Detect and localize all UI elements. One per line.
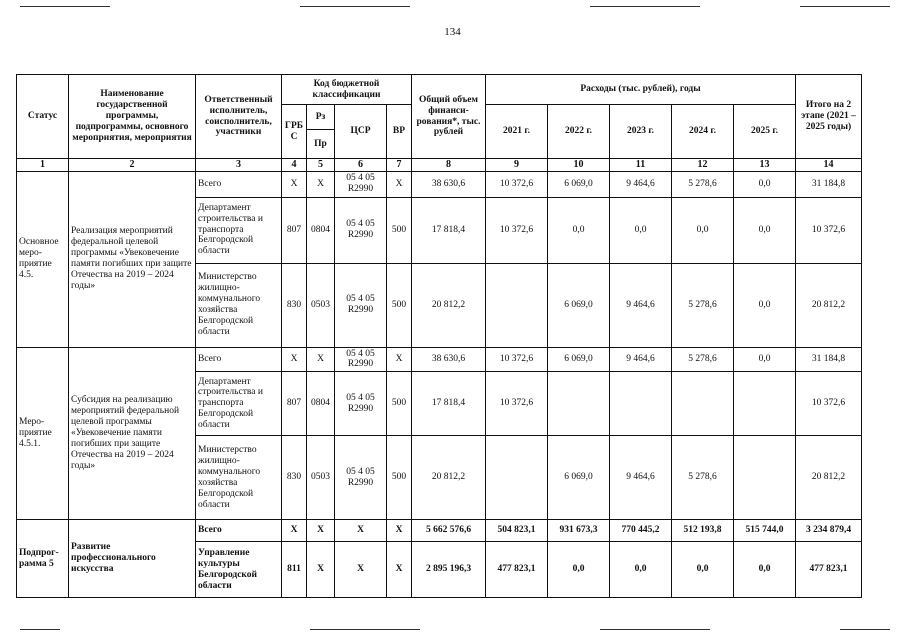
cell-2025: 0,0 <box>734 197 796 263</box>
cell-total: 20 812,2 <box>412 436 486 520</box>
cell-csr: Х <box>335 542 387 598</box>
cell-vr: Х <box>387 520 412 542</box>
col-number: 12 <box>672 159 734 172</box>
cell-2024: 5 278,6 <box>672 347 734 372</box>
cell-stage-total: 20 812,2 <box>796 263 862 347</box>
cell-2024: 512 193,8 <box>672 520 734 542</box>
header-pr: Пр <box>307 130 335 159</box>
cell-2025: 0,0 <box>734 347 796 372</box>
cell-2022: 6 069,0 <box>548 436 610 520</box>
header-year-2025: 2025 г. <box>734 105 796 159</box>
row-responsible: Всего <box>196 171 282 197</box>
cell-grbs: 830 <box>282 436 307 520</box>
cell-2024: 5 278,6 <box>672 171 734 197</box>
cell-2024: 5 278,6 <box>672 263 734 347</box>
header-year-2022: 2022 г. <box>548 105 610 159</box>
cell-2021: 504 823,1 <box>486 520 548 542</box>
cell-2023: 770 445,2 <box>610 520 672 542</box>
col-number: 5 <box>307 159 335 172</box>
row-name: Субсидия на реализацию мероприятий федеральной целевой программы «Увековечение памяти погибших при защите Отечества на 2019 – 2024 годы» <box>69 347 196 520</box>
cell-csr: 05 4 05 R2990 <box>335 372 387 436</box>
cell-csr: 05 4 05 R2990 <box>335 436 387 520</box>
row-responsible: Министерство жилищно-коммунального хозяйства Белгородской области <box>196 263 282 347</box>
cell-csr: 05 4 05 R2990 <box>335 263 387 347</box>
header-year-2023: 2023 г. <box>610 105 672 159</box>
cell-2023: 0,0 <box>610 542 672 598</box>
cell-rz: 0804 <box>307 372 335 436</box>
cell-2023: 0,0 <box>610 197 672 263</box>
cell-2021: 477 823,1 <box>486 542 548 598</box>
header-vr: ВР <box>387 105 412 159</box>
cell-2022: 931 673,3 <box>548 520 610 542</box>
page-number: 134 <box>444 26 461 38</box>
cell-2024: 0,0 <box>672 197 734 263</box>
cell-2021 <box>486 263 548 347</box>
row-status: Основное меро-приятие 4.5. <box>17 171 69 347</box>
cell-stage-total: 477 823,1 <box>796 542 862 598</box>
header-expenses: Расходы (тыс. рублей), годы <box>486 75 796 105</box>
table-row <box>17 520 862 542</box>
cell-grbs: 811 <box>282 542 307 598</box>
cell-2025: 0,0 <box>734 542 796 598</box>
cell-rz: Х <box>307 542 335 598</box>
col-number: 14 <box>796 159 862 172</box>
header-stage-total: Итого на 2 этапе (2021 – 2025 годы) <box>796 75 862 159</box>
cell-2025: 0,0 <box>734 171 796 197</box>
col-number: 8 <box>412 159 486 172</box>
cell-total: 17 818,4 <box>412 372 486 436</box>
header-csr: ЦСР <box>335 105 387 159</box>
cell-rz: 0503 <box>307 436 335 520</box>
cell-grbs: Х <box>282 520 307 542</box>
col-number: 9 <box>486 159 548 172</box>
cell-2023: 9 464,6 <box>610 171 672 197</box>
cell-total: 38 630,6 <box>412 347 486 372</box>
cell-2025: 515 744,0 <box>734 520 796 542</box>
header-grbs: ГРБ С <box>282 105 307 159</box>
row-responsible: Министерство жилищно-коммунального хозяйства Белгородской области <box>196 436 282 520</box>
cell-2022: 6 069,0 <box>548 263 610 347</box>
col-number: 10 <box>548 159 610 172</box>
row-responsible: Департамент строительства и транспорта Белгородской области <box>196 372 282 436</box>
cell-2023 <box>610 372 672 436</box>
table-row <box>17 347 862 372</box>
cell-csr: Х <box>335 520 387 542</box>
cell-2021: 10 372,6 <box>486 197 548 263</box>
cell-2023: 9 464,6 <box>610 347 672 372</box>
cell-grbs: 807 <box>282 197 307 263</box>
row-name: Реализация мероприятий федеральной целевой программы «Увековечение памяти погибших при защите Отечества на 2019 – 2024 годы» <box>69 171 196 347</box>
cell-2022: 0,0 <box>548 542 610 598</box>
col-number: 2 <box>69 159 196 172</box>
col-number: 13 <box>734 159 796 172</box>
cell-csr: 05 4 05 R2990 <box>335 197 387 263</box>
col-number: 1 <box>17 159 69 172</box>
cell-stage-total: 10 372,6 <box>796 372 862 436</box>
cell-stage-total: 31 184,8 <box>796 171 862 197</box>
cell-stage-total: 10 372,6 <box>796 197 862 263</box>
header-responsible: Ответственный исполнитель, соисполнитель, участники <box>196 75 282 159</box>
cell-stage-total: 3 234 879,4 <box>796 520 862 542</box>
row-status: Подпрог-рамма 5 <box>17 520 69 598</box>
cell-2023: 9 464,6 <box>610 263 672 347</box>
cell-2024: 0,0 <box>672 542 734 598</box>
cell-stage-total: 20 812,2 <box>796 436 862 520</box>
cell-stage-total: 31 184,8 <box>796 347 862 372</box>
cell-vr: 500 <box>387 436 412 520</box>
cell-rz: 0503 <box>307 263 335 347</box>
header-name: Наименование государственной программы, подпрограммы, основного мероприятия, мероприятия <box>69 75 196 159</box>
row-responsible: Управление культуры Белгородской области <box>196 542 282 598</box>
cell-2022: 6 069,0 <box>548 347 610 372</box>
cell-2022 <box>548 372 610 436</box>
cell-total: 2 895 196,3 <box>412 542 486 598</box>
cell-2021 <box>486 436 548 520</box>
budget-table <box>16 74 862 598</box>
cell-rz: 0804 <box>307 197 335 263</box>
header-year-2024: 2024 г. <box>672 105 734 159</box>
cell-2022: 6 069,0 <box>548 171 610 197</box>
cell-vr: Х <box>387 171 412 197</box>
cell-2022: 0,0 <box>548 197 610 263</box>
cell-rz: Х <box>307 520 335 542</box>
cell-2024: 5 278,6 <box>672 436 734 520</box>
row-responsible: Всего <box>196 520 282 542</box>
cell-rz: Х <box>307 347 335 372</box>
row-responsible: Департамент строительства и транспорта Белгородской области <box>196 197 282 263</box>
cell-vr: Х <box>387 347 412 372</box>
cell-2021: 10 372,6 <box>486 171 548 197</box>
cell-total: 5 662 576,6 <box>412 520 486 542</box>
col-number: 3 <box>196 159 282 172</box>
cell-grbs: Х <box>282 171 307 197</box>
header-rz: Рз <box>307 105 335 130</box>
col-number: 4 <box>282 159 307 172</box>
cell-total: 17 818,4 <box>412 197 486 263</box>
table-row <box>17 171 862 197</box>
row-status: Меро-приятие 4.5.1. <box>17 347 69 520</box>
cell-total: 20 812,2 <box>412 263 486 347</box>
cell-vr: 500 <box>387 372 412 436</box>
cell-vr: Х <box>387 542 412 598</box>
col-number: 11 <box>610 159 672 172</box>
cell-grbs: 830 <box>282 263 307 347</box>
cell-2025 <box>734 436 796 520</box>
row-responsible: Всего <box>196 347 282 372</box>
cell-2025: 0,0 <box>734 263 796 347</box>
cell-grbs: Х <box>282 347 307 372</box>
cell-2025 <box>734 372 796 436</box>
cell-vr: 500 <box>387 263 412 347</box>
cell-2023: 9 464,6 <box>610 436 672 520</box>
header-budget-code: Код бюджетной классификации <box>282 75 412 105</box>
cell-rz: Х <box>307 171 335 197</box>
cell-vr: 500 <box>387 197 412 263</box>
header-year-2021: 2021 г. <box>486 105 548 159</box>
cell-csr: 05 4 05 R2990 <box>335 347 387 372</box>
cell-2021: 10 372,6 <box>486 347 548 372</box>
col-number: 6 <box>335 159 387 172</box>
cell-csr: 05 4 05 R2990 <box>335 171 387 197</box>
cell-2024 <box>672 372 734 436</box>
cell-grbs: 807 <box>282 372 307 436</box>
cell-2021: 10 372,6 <box>486 372 548 436</box>
col-number: 7 <box>387 159 412 172</box>
cell-total: 38 630,6 <box>412 171 486 197</box>
row-name: Развитие профессионального искусства <box>69 520 196 598</box>
header-total-volume: Общий объем финанси-рования*, тыс. рублей <box>412 75 486 159</box>
header-status: Статус <box>17 75 69 159</box>
